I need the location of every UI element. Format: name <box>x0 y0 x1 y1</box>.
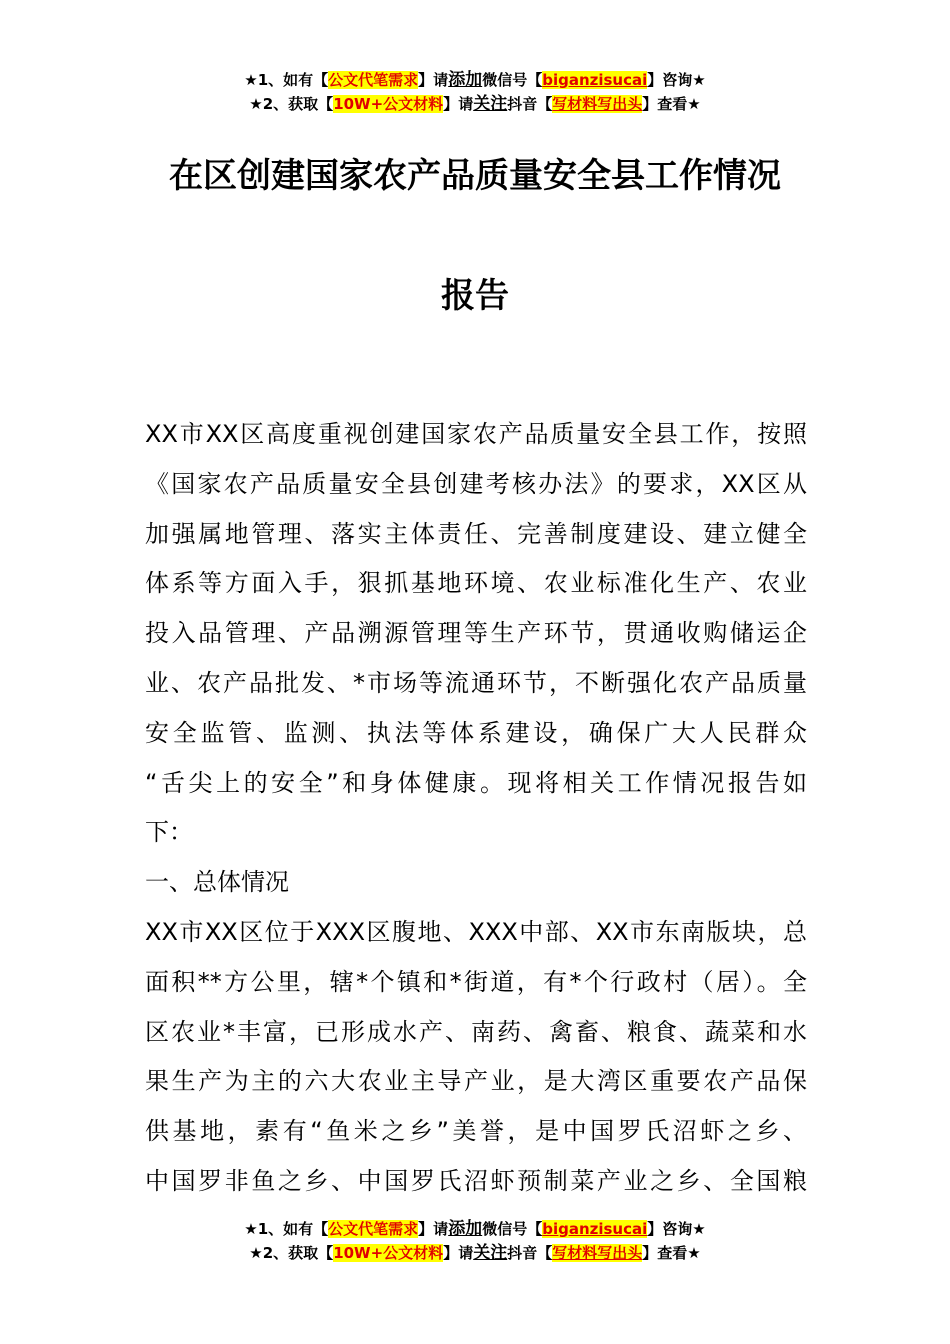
body-line: 区农业*丰富，已形成水产、南药、禽畜、粮食、蔬菜和水 <box>145 1017 807 1046</box>
text: 】咨询★ <box>647 71 706 89</box>
text: ★1、如有【 <box>244 1220 329 1238</box>
text: 】请 <box>418 71 449 89</box>
emphasis: 添加 <box>448 1219 483 1239</box>
promo-line-1 <box>0 1217 950 1241</box>
promo-banner-bottom <box>0 1217 950 1265</box>
body-line: “舌尖上的安全”和身体健康。现将相关工作情况报告如 <box>145 768 807 797</box>
body-line: 《国家农产品质量安全县创建考核办法》的要求，XX区从 <box>145 469 807 498</box>
body-line: 投入品管理、产品溯源管理等生产环节，贯通收购储运企 <box>145 619 807 648</box>
emphasis: 关注 <box>473 1243 508 1263</box>
body-line: 下： <box>145 818 193 847</box>
body-line: 供基地，素有“鱼米之乡”美誉，是中国罗氏沼虾之乡、 <box>145 1117 807 1146</box>
highlight: 公文代笔需求 <box>328 1220 419 1238</box>
body-line: 加强属地管理、落实主体责任、完善制度建设、建立健全 <box>145 519 807 548</box>
text: 】请 <box>443 1244 474 1262</box>
document-title: 在区创建国家农产品质量安全县工作情况 <box>169 156 781 196</box>
text: 】查看★ <box>642 95 701 113</box>
body-line: 面积**方公里，辖*个镇和*街道，有*个行政村（居）。全 <box>145 967 807 996</box>
text: ★1、如有【 <box>244 71 329 89</box>
text: ★2、获取【 <box>249 1244 334 1262</box>
highlight: 公文代笔需求 <box>328 71 419 89</box>
body-line: 业、农产品批发、*市场等流通环节，不断强化农产品质量 <box>145 668 807 697</box>
text: 抖音【 <box>507 1244 553 1262</box>
wechat-id: biganzisucai <box>542 71 648 89</box>
emphasis: 添加 <box>448 70 483 90</box>
text: 】请 <box>418 1220 449 1238</box>
text: 微信号【 <box>482 1220 543 1238</box>
wechat-id: biganzisucai <box>542 1220 648 1238</box>
promo-line-1 <box>0 68 950 92</box>
douyin-id: 写材料写出头 <box>552 95 643 113</box>
douyin-id: 写材料写出头 <box>552 1244 643 1262</box>
body-line: 安全监管、监测、执法等体系建设，确保广大人民群众 <box>145 718 807 747</box>
document-title-cont: 报告 <box>441 276 509 316</box>
text: 】咨询★ <box>647 1220 706 1238</box>
text: 】查看★ <box>642 1244 701 1262</box>
body-line: 中国罗非鱼之乡、中国罗氏沼虾预制菜产业之乡、全国粮 <box>145 1166 807 1195</box>
promo-banner-top <box>0 68 950 116</box>
body-line: 果生产为主的六大农业主导产业，是大湾区重要农产品保 <box>145 1067 807 1096</box>
promo-line-2 <box>0 92 950 116</box>
highlight: 10W+公文材料 <box>333 95 444 113</box>
text: 微信号【 <box>482 71 543 89</box>
body-line: 一、总体情况 <box>145 868 289 897</box>
text: 抖音【 <box>507 95 553 113</box>
body-line: 体系等方面入手，狠抓基地环境、农业标准化生产、农业 <box>145 569 807 598</box>
promo-line-2 <box>0 1241 950 1265</box>
body-line: XX市XX区位于XXX区腹地、XXX中部、XX市东南版块，总 <box>145 917 807 946</box>
emphasis: 关注 <box>473 94 508 114</box>
highlight: 10W+公文材料 <box>333 1244 444 1262</box>
text: 】请 <box>443 95 474 113</box>
document-body <box>145 410 807 1207</box>
text: ★2、获取【 <box>249 95 334 113</box>
body-line: XX市XX区高度重视创建国家农产品质量安全县工作，按照 <box>145 420 807 448</box>
